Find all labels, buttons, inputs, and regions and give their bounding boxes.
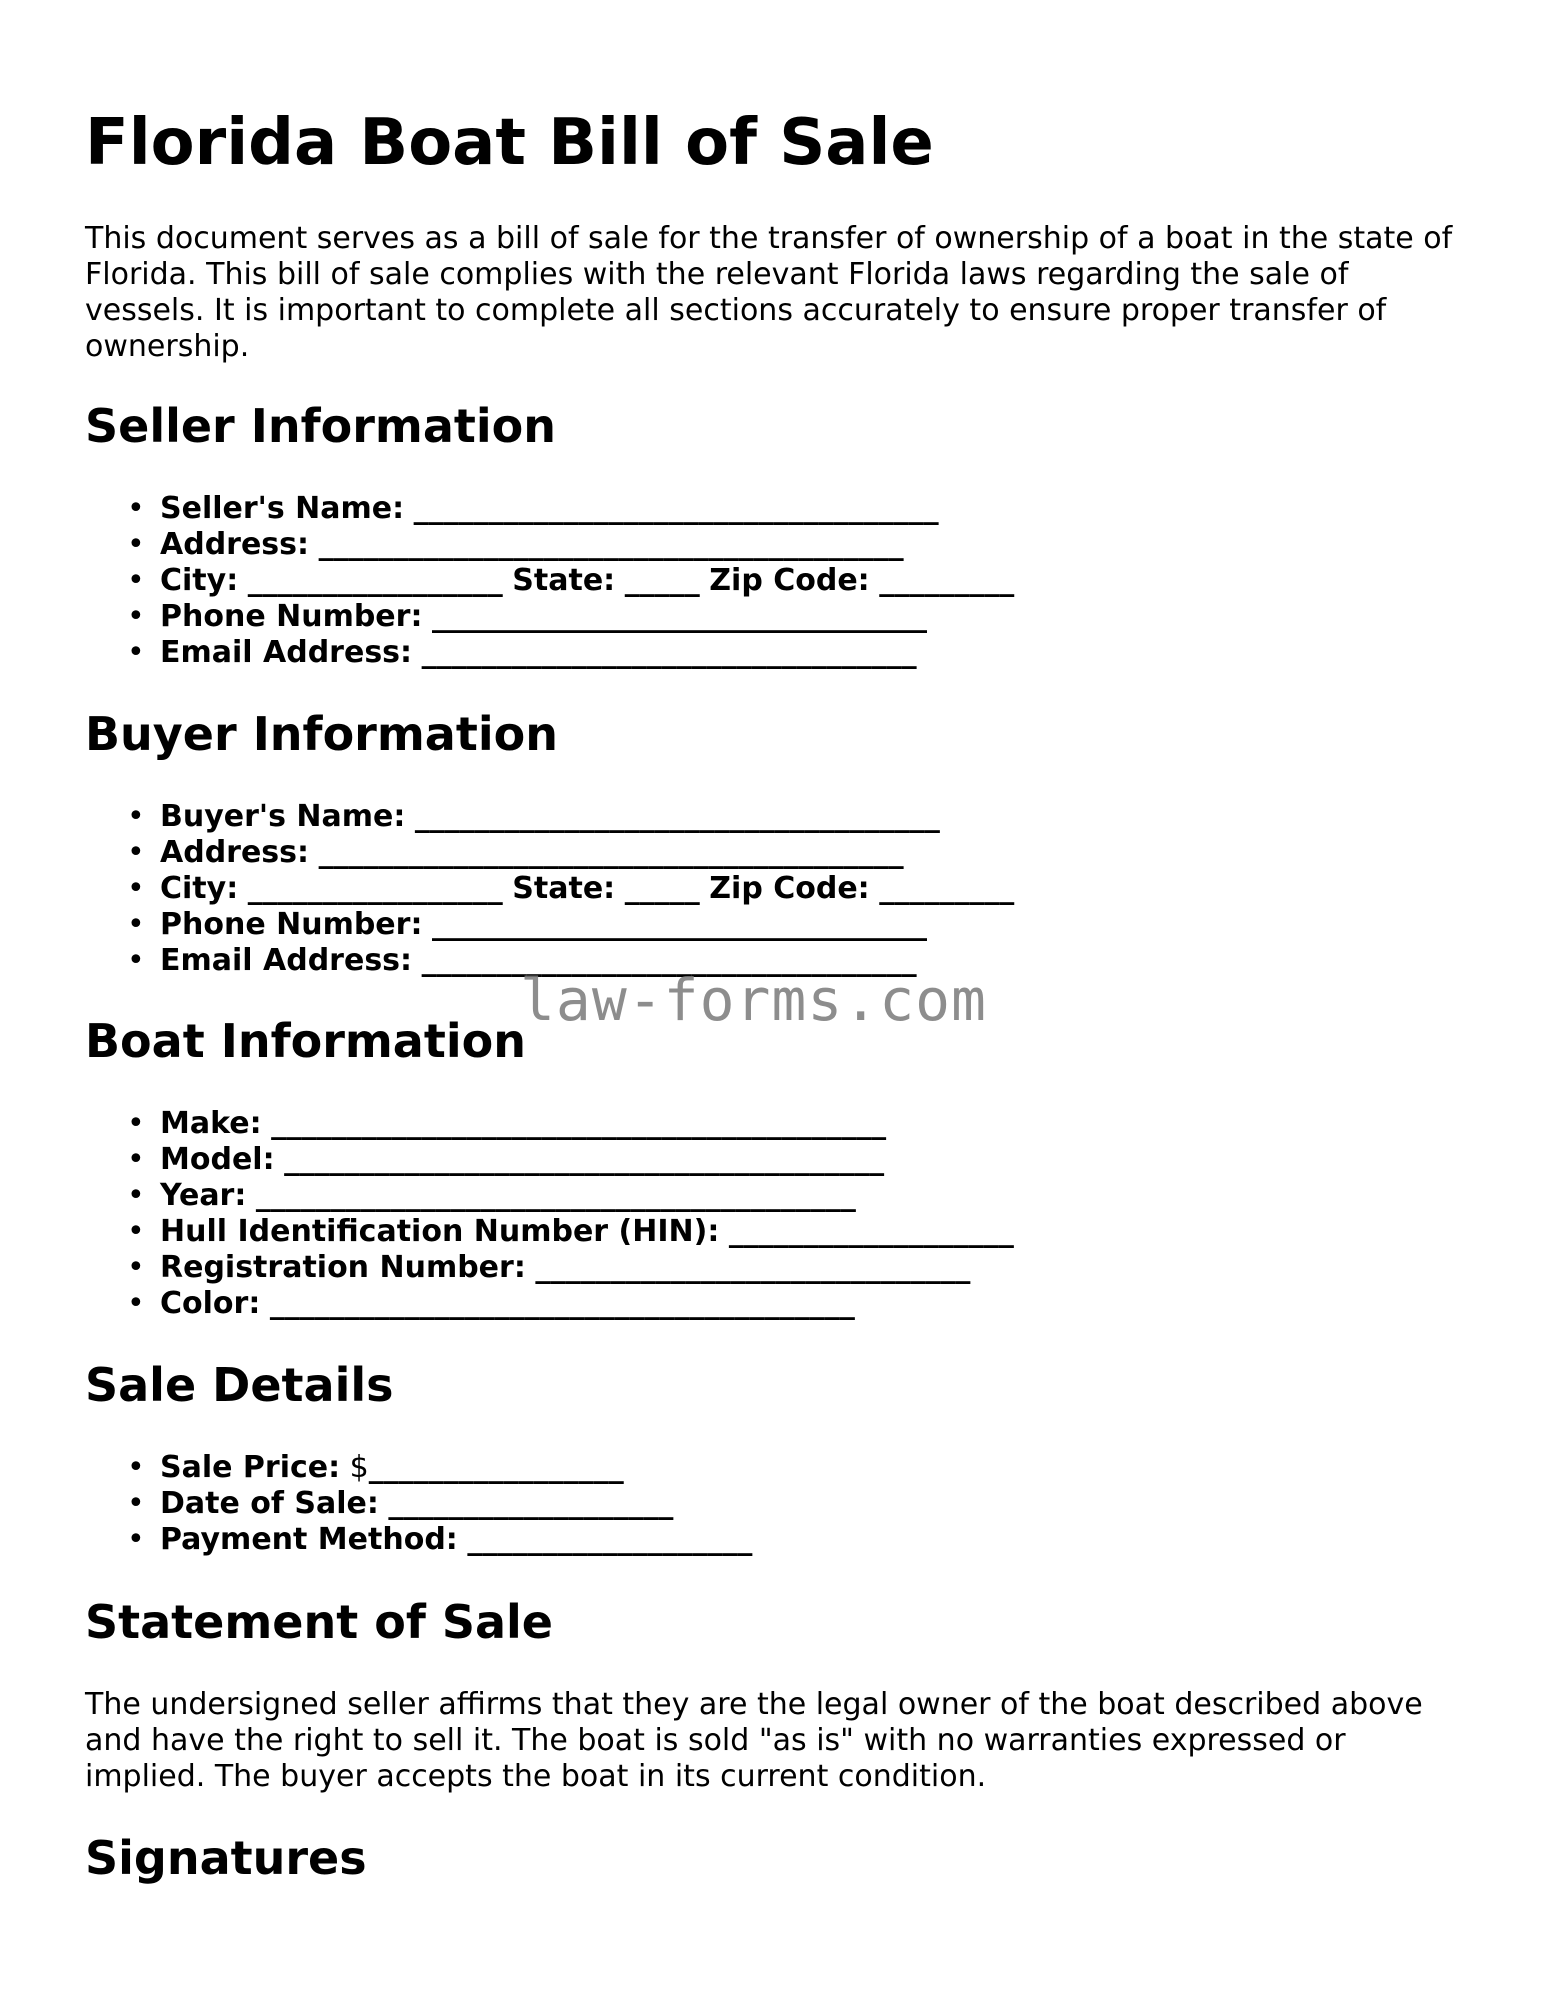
blank-line[interactable]: _________________________________	[421, 943, 917, 978]
payment-method-field[interactable]	[85, 1522, 752, 1558]
boat-hin-field[interactable]	[85, 1214, 1014, 1250]
buyer-heading: Buyer Information	[85, 707, 558, 761]
blank-line[interactable]: _________________________________	[432, 907, 927, 942]
statement-section	[85, 1594, 1475, 1825]
blank-line[interactable]: _____________________________	[535, 1250, 971, 1285]
blank-line[interactable]: ___________________	[728, 1214, 1014, 1249]
statement-paragraph: The undersigned seller affirms that they are the legal owner of the boat described above and have the right to sell it. The boat is sold "as is" with no warranties expressed or implied. The buyer accepts the boat in its current condition.	[85, 1687, 1423, 1794]
blank-line[interactable]: _________________	[247, 871, 503, 906]
bullet: •	[127, 563, 145, 598]
blank-line[interactable]: _________________________________	[432, 599, 927, 634]
watermark: law-forms.com	[520, 966, 987, 1034]
boat-field-list	[85, 1106, 1014, 1322]
bullet: •	[127, 1486, 145, 1521]
blank-line[interactable]: _____	[624, 563, 700, 598]
sale-date-field[interactable]	[85, 1486, 752, 1522]
blank-line[interactable]: _________________	[247, 563, 503, 598]
blank-line[interactable]: _________	[879, 871, 1015, 906]
field-label: Date of Sale:	[160, 1486, 379, 1521]
blank-line[interactable]: _________________________________	[421, 635, 917, 670]
field-label: Email Address:	[160, 635, 413, 670]
bullet: •	[127, 1522, 145, 1557]
field-label: Sale Price:	[160, 1450, 341, 1485]
field-label: Address:	[160, 835, 310, 870]
buyer-address-field[interactable]	[85, 835, 1014, 871]
field-label: City:	[160, 871, 239, 906]
seller-email-field[interactable]	[85, 635, 1014, 671]
bullet: •	[127, 871, 145, 906]
seller-section	[85, 398, 1014, 671]
blank-line[interactable]: _______________________________________	[269, 1286, 855, 1321]
blank-line[interactable]: ___________________	[467, 1522, 753, 1557]
document-title: Florida Boat Bill of Sale	[85, 106, 934, 180]
statement-heading: Statement of Sale	[85, 1595, 553, 1649]
sale-details-heading: Sale Details	[85, 1358, 394, 1412]
field-label: Hull Identification Number (HIN):	[160, 1214, 720, 1249]
boat-registration-field[interactable]	[85, 1250, 1014, 1286]
blank-line[interactable]: _______________________________________	[318, 835, 904, 870]
blank-line[interactable]: ________________________________________	[255, 1178, 856, 1213]
field-label: Phone Number:	[160, 599, 423, 634]
blank-line[interactable]: _________________	[368, 1450, 624, 1485]
field-label: Make:	[160, 1106, 262, 1141]
field-label: Address:	[160, 527, 310, 562]
blank-line[interactable]: ___________________________________	[413, 491, 939, 526]
field-label: Zip Code:	[709, 563, 870, 598]
field-label: Color:	[160, 1286, 261, 1321]
bullet: •	[127, 1178, 145, 1213]
bullet: •	[127, 799, 145, 834]
bullet: •	[127, 1250, 145, 1285]
bullet: •	[127, 1450, 145, 1485]
field-label: Year:	[160, 1178, 247, 1213]
bullet: •	[127, 907, 145, 942]
buyer-field-list	[85, 799, 1014, 979]
field-label: State:	[512, 563, 616, 598]
currency-symbol: $	[349, 1450, 369, 1485]
field-label: Payment Method:	[160, 1522, 458, 1557]
bullet: •	[127, 1106, 145, 1141]
seller-heading: Seller Information	[85, 399, 557, 453]
buyer-section	[85, 706, 1014, 979]
intro-paragraph: This document serves as a bill of sale for the transfer of ownership of a boat in the state of Florida. This bill of sale complies with the relevant Florida laws regarding the sale of vessels. It is important to complete all sections accurately to ensure proper transfer of ownership.	[85, 221, 1453, 364]
boat-year-field[interactable]	[85, 1178, 1014, 1214]
field-label: Zip Code:	[709, 871, 870, 906]
blank-line[interactable]: _____	[624, 871, 700, 906]
blank-line[interactable]: ___________________________________	[414, 799, 940, 834]
boat-make-field[interactable]	[85, 1106, 1014, 1142]
field-label: Model:	[160, 1142, 275, 1177]
sale-field-list	[85, 1450, 752, 1558]
field-label: Registration Number:	[160, 1250, 526, 1285]
blank-line[interactable]: _______________________________________	[318, 527, 904, 562]
bullet: •	[127, 835, 145, 870]
blank-line[interactable]: _________	[879, 563, 1015, 598]
blank-line[interactable]: _________________________________________	[271, 1106, 887, 1141]
bullet: •	[127, 599, 145, 634]
buyer-city-state-zip-field[interactable]	[85, 871, 1014, 907]
blank-line[interactable]: ________________________________________	[284, 1142, 885, 1177]
seller-name-field[interactable]	[85, 491, 1014, 527]
seller-address-field[interactable]	[85, 527, 1014, 563]
field-label: Buyer's Name:	[160, 799, 406, 834]
field-label: Seller's Name:	[160, 491, 405, 526]
buyer-name-field[interactable]	[85, 799, 1014, 835]
field-label: City:	[160, 563, 239, 598]
field-label: Phone Number:	[160, 907, 423, 942]
boat-model-field[interactable]	[85, 1142, 1014, 1178]
field-label: Email Address:	[160, 943, 413, 978]
bullet: •	[127, 635, 145, 670]
boat-section	[85, 1013, 1014, 1322]
sale-details-section	[85, 1357, 752, 1558]
seller-city-state-zip-field[interactable]	[85, 563, 1014, 599]
buyer-phone-field[interactable]	[85, 907, 1014, 943]
bullet: •	[127, 1142, 145, 1177]
sale-price-field[interactable]	[85, 1450, 752, 1486]
field-label: State:	[512, 871, 616, 906]
bullet: •	[127, 943, 145, 978]
boat-color-field[interactable]	[85, 1286, 1014, 1322]
bullet: •	[127, 1214, 145, 1249]
seller-phone-field[interactable]	[85, 599, 1014, 635]
bullet: •	[127, 1286, 145, 1321]
seller-field-list	[85, 491, 1014, 671]
bullet: •	[127, 527, 145, 562]
blank-line[interactable]: ___________________	[388, 1486, 674, 1521]
bullet: •	[127, 491, 145, 526]
signatures-section	[85, 1830, 367, 1886]
signatures-heading: Signatures	[85, 1831, 367, 1885]
boat-heading: Boat Information	[85, 1014, 526, 1068]
